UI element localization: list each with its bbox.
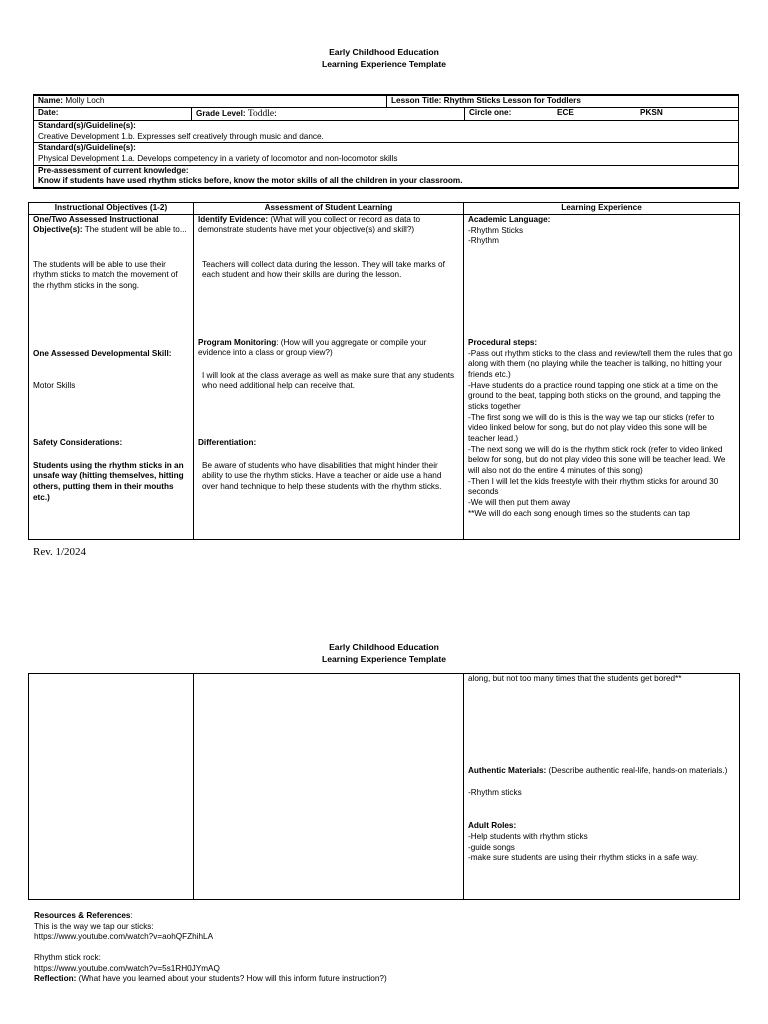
standard-2-value: Physical Development 1.a. Develops competency in a variety of locomotor and non-locomotor skills: [38, 153, 398, 163]
safety-heading: Safety Considerations:: [33, 437, 123, 447]
circle-one-cell: Circle one: ECE PKSN: [465, 107, 739, 120]
standard-2-cell: Standard(s)/Guideline(s): Physical Development 1.a. Develops competency in a variety of locomotor and non-locomotor skills: [34, 143, 739, 165]
resources-heading: Resources & References:: [34, 911, 133, 920]
differentiation-text: Be aware of students who have disabilities that might hinder their ability to use the rhythm sticks. Have a teacher or aide use a hand over hand technique to help these students with the rhythm sticks.: [202, 460, 442, 491]
academic-language-list: [468, 226, 735, 247]
program-monitoring: Program Monitoring: (How will you aggregate or compile your evidence into a class or group view?): [198, 337, 427, 358]
list-item: -guide songs: [468, 842, 515, 852]
objectives-cell: [29, 214, 194, 539]
resources-section: [34, 911, 734, 985]
list-item: -Rhythm sticks: [468, 788, 522, 797]
authentic-materials: Authentic Materials: (Describe authentic real-life, hands-on materials.): [468, 766, 728, 775]
header-line-1: Early Childhood Education: [329, 642, 439, 652]
academic-language-heading: Academic Language:: [468, 214, 551, 224]
objectives-cell-continued: [29, 674, 194, 900]
lesson-title-value: Rhythm Sticks Lesson for Toddlers: [443, 96, 581, 105]
reflection: Reflection: (What have you learned about your students? How will this inform future instruction?): [34, 974, 387, 984]
header-line-2: Learning Experience Template: [321, 58, 446, 69]
resource-1-link[interactable]: https://www.youtube.com/watch?v=aohQFZhihLA: [34, 932, 214, 942]
column-header-assessment: Assessment of Student Learning: [194, 203, 464, 215]
procedural-steps-heading: Procedural steps:: [468, 337, 538, 347]
list-item: **We will do each song enough times so the students can tap: [468, 508, 690, 518]
authentic-materials-list: [468, 788, 735, 799]
objective-text: The students will be able to use their rhythm sticks to match the movement of the rhythm sticks in the song.: [33, 259, 178, 290]
header-line-1: Early Childhood Education: [329, 47, 439, 57]
page-header: [0, 47, 768, 70]
learning-table: [28, 202, 740, 540]
pre-assessment-value: Know if students have used rhythm sticks before, know the motor skills of all the children in your classroom.: [38, 176, 463, 186]
resource-2-link[interactable]: https://www.youtube.com/watch?v=5s1RH0JYmAQ: [34, 963, 220, 973]
list-item: -Have students do a practice round tapping one stick at a time on the ground to the beat, tapping both sticks on the ground, and tapping the sticks together: [468, 380, 721, 411]
info-table: [33, 94, 739, 189]
column-header-objectives: Instructional Objectives (1-2): [29, 203, 194, 215]
procedural-steps-continued: along, but not too many times that the students get bored**: [468, 674, 682, 683]
objectives-heading: One/Two Assessed Instructional Objective(s): The student will be able to...: [33, 214, 187, 235]
date-cell: Date:: [34, 107, 192, 120]
lesson-title-cell: Lesson Title: Rhythm Sticks Lesson for Toddlers: [387, 95, 739, 107]
list-item: -The next song we will do is the rhythm stick rock (refer to video linked below for song, but do not play video this sone will be teacher lead. We will also not do the entire 4 minutes of this song): [468, 444, 726, 475]
pre-assessment-cell: Pre-assessment of current knowledge: Know if students have used rhythm sticks before, know the motor skills of all the children in your classroom.: [34, 165, 739, 188]
assessment-cell: [194, 214, 464, 539]
monitoring-text: I will look at the class average as well as make sure that any students who need additional help can receive that.: [202, 370, 455, 391]
header-line-2: Learning Experience Template: [321, 653, 446, 664]
circle-option-pksn[interactable]: PKSN: [640, 107, 663, 117]
learning-table-continued: [28, 673, 740, 900]
circle-option-ece[interactable]: ECE: [557, 107, 574, 117]
developmental-skill-value: Motor Skills: [33, 380, 76, 390]
differentiation-heading: Differentiation:: [198, 437, 257, 447]
developmental-skill-heading: One Assessed Developmental Skill:: [33, 348, 172, 358]
grade-level-value: Toddle:: [247, 108, 277, 119]
column-header-learning: Learning Experience: [464, 203, 740, 215]
standard-1-cell: Standard(s)/Guideline(s): Creative Development 1.b. Expresses self creatively through music and dance.: [34, 121, 739, 143]
adult-roles-heading: Adult Roles:: [468, 821, 517, 830]
evidence-text: Teachers will collect data during the lesson. They will take marks of each student and how their skills are during the lesson.: [202, 259, 445, 280]
grade-level-cell: Grade Level: Toddle:: [192, 107, 465, 120]
list-item: -Help students with rhythm sticks: [468, 832, 588, 841]
list-item: -We will then put them away: [468, 497, 571, 507]
list-item: -Rhythm Sticks: [468, 225, 524, 235]
list-item: -Then I will let the kids freestyle with their rhythm sticks for around 30 seconds: [468, 476, 719, 497]
name-cell: Name: Molly Loch: [34, 95, 387, 107]
learning-experience-cell-continued: [464, 674, 740, 900]
resource-2-title: Rhythm stick rock:: [34, 952, 101, 962]
identify-evidence: Identify Evidence: (What will you collect or record as data to demonstrate students have met your objective(s) and skill?): [198, 214, 421, 235]
list-item: -Pass out rhythm sticks to the class and review/tell them the rules that go along with them (no playing while the teacher is talking, no hitting your friends etc.): [468, 348, 733, 379]
list-item: -The first song we will do is this is the way we tap our sticks (refer to video linked below for song, but do not play video this sone will be teacher lead.): [468, 412, 715, 443]
adult-roles-list: [468, 832, 735, 864]
revision-label: Rev. 1/2024: [33, 546, 87, 558]
list-item: -Rhythm: [468, 236, 499, 246]
list-item: -make sure students are using their rhythm sticks in a safe way.: [468, 853, 699, 863]
safety-value: Students using the rhythm sticks in an unsafe way (hitting themselves, hitting others, putting them in their mouths etc.): [33, 460, 184, 502]
procedural-steps-list: [468, 349, 735, 520]
page-2-header: [0, 642, 768, 665]
resource-1-title: This is the way we tap our sticks:: [34, 921, 154, 931]
learning-experience-cell: [464, 214, 740, 539]
assessment-cell-continued: [194, 674, 464, 900]
name-value: Molly Loch: [65, 96, 105, 105]
standard-1-value: Creative Development 1.b. Expresses self creatively through music and dance.: [38, 131, 324, 141]
